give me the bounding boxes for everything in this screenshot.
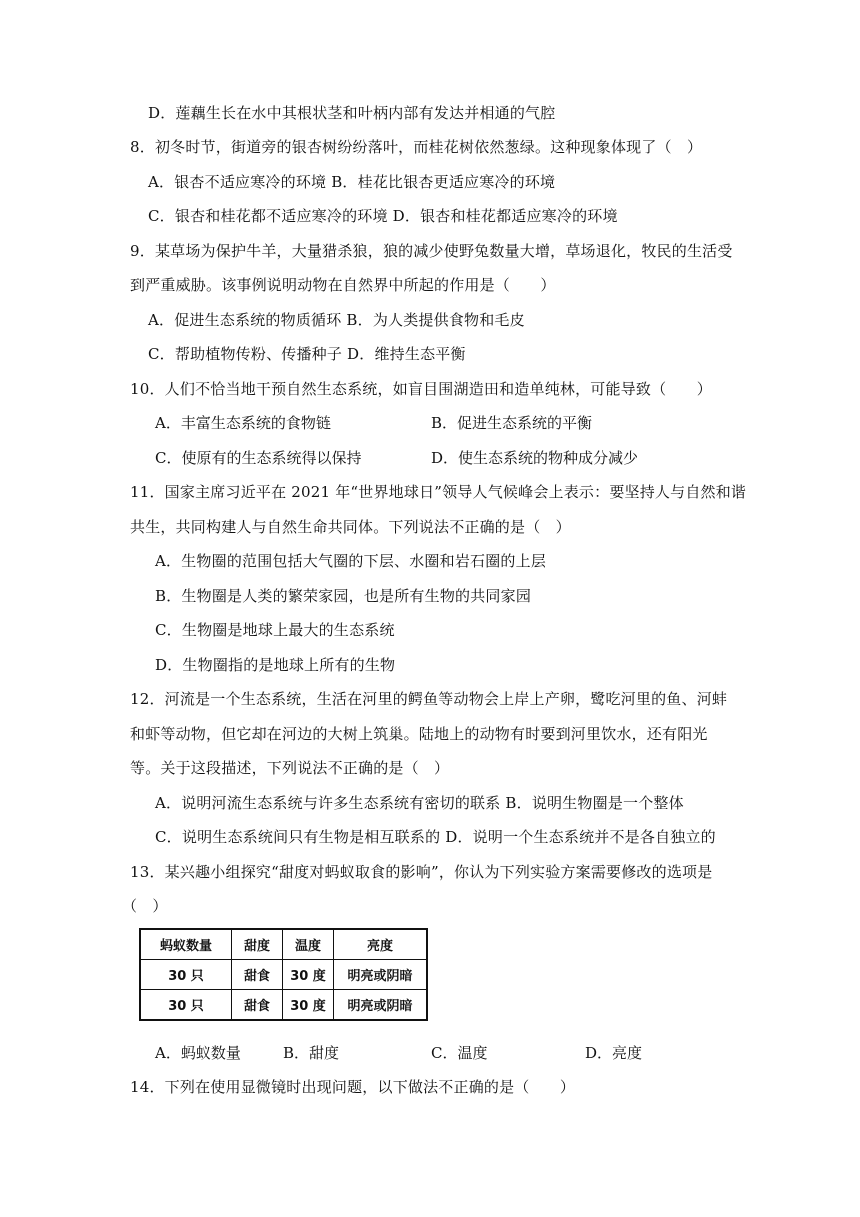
q12-options-cd: C．说明生态系统间只有生物是相互联系的 D．说明一个生态系统并不是各自独立的 [155, 828, 716, 846]
table-cell: 明亮或阴暗 [334, 990, 428, 1021]
q13-option-a: A．蚂蚁数量 [155, 1044, 241, 1062]
q9-stem-line2: 到严重威胁。该事例说明动物在自然界中所起的作用是（ ） [130, 276, 556, 294]
q10-option-b: B．促进生态系统的平衡 [431, 414, 593, 432]
table-cell: 30 只 [140, 990, 232, 1021]
q13-experiment-table [139, 928, 428, 1021]
q13-option-c: C．温度 [431, 1044, 488, 1062]
table-header-cell: 亮度 [334, 929, 428, 960]
table-header-cell: 蚂蚁数量 [140, 929, 232, 960]
table-cell: 明亮或阴暗 [334, 960, 428, 990]
q11-option-d: D．生物圈指的是地球上所有的生物 [155, 656, 396, 674]
q12-stem-line3: 等。关于这段描述，下列说法不正确的是（ ） [130, 759, 450, 777]
q11-stem-line2: 共生，共同构建人与自然生命共同体。下列说法不正确的是（ ） [130, 518, 571, 536]
q13-answer-bracket: （ ） [122, 897, 168, 915]
q14-stem: 14．下列在使用显微镜时出现问题，以下做法不正确的是（ ） [130, 1078, 576, 1096]
q12-stem-line1: 12．河流是一个生态系统，生活在河里的鳄鱼等动物会上岸上产卵，鹭吃河里的鱼、河蚌 [130, 690, 728, 708]
q9-options-ab: A．促进生态系统的物质循环 B．为人类提供食物和毛皮 [148, 311, 525, 329]
q10-option-c: C．使原有的生态系统得以保持 [155, 449, 362, 467]
q11-option-a: A．生物圈的范围包括大气圈的下层、水圈和岩石圈的上层 [155, 552, 547, 570]
q8-stem: 8．初冬时节，街道旁的银杏树纷纷落叶，而桂花树依然葱绿。这种现象体现了（ ） [130, 138, 703, 156]
table-header-cell: 温度 [283, 929, 334, 960]
table-cell: 30 度 [283, 990, 334, 1021]
q8-options-ab: A．银杏不适应寒冷的环境 B．桂花比银杏更适应寒冷的环境 [148, 173, 556, 191]
table-cell: 30 只 [140, 960, 232, 990]
table-cell: 甜食 [232, 990, 283, 1021]
q13-option-d: D．亮度 [585, 1044, 643, 1062]
q9-options-cd: C．帮助植物传粉、传播种子 D．维持生态平衡 [148, 345, 466, 363]
table-header-cell: 甜度 [232, 929, 283, 960]
q11-option-b: B．生物圈是人类的繁荣家园，也是所有生物的共同家园 [155, 587, 532, 605]
q10-option-a: A．丰富生态系统的食物链 [155, 414, 331, 432]
table-row [140, 960, 427, 990]
q11-option-c: C．生物圈是地球上最大的生态系统 [155, 621, 395, 639]
q13-option-b: B．甜度 [283, 1044, 340, 1062]
table-header-row [140, 929, 427, 960]
q9-stem-line1: 9．某草场为保护牛羊，大量猎杀狼，狼的减少使野兔数量大增，草场退化，牧民的生活受 [130, 242, 733, 260]
q11-stem-line1: 11．国家主席习近平在 2021 年“世界地球日”领导人气候峰会上表示：要坚持人与自然和谐 [130, 483, 747, 501]
q10-option-d: D．使生态系统的物种成分减少 [431, 449, 639, 467]
table-cell: 30 度 [283, 960, 334, 990]
q8-options-cd: C．银杏和桂花都不适应寒冷的环境 D．银杏和桂花都适应寒冷的环境 [148, 207, 618, 225]
q10-stem: 10．人们不恰当地干预自然生态系统，如盲目围湖造田和造单纯林，可能导致（ ） [130, 380, 712, 398]
q12-stem-line2: 和虾等动物，但它却在河边的大树上筑巢。陆地上的动物有时要到河里饮水，还有阳光 [130, 725, 708, 743]
q12-options-ab: A．说明河流生态系统与许多生态系统有密切的联系 B．说明生物圈是一个整体 [155, 794, 684, 812]
table-cell: 甜食 [232, 960, 283, 990]
q7-option-d: D．莲藕生长在水中其根状茎和叶柄内部有发达并相通的气腔 [148, 104, 556, 122]
table-row [140, 990, 427, 1021]
q13-stem: 13．某兴趣小组探究“甜度对蚂蚁取食的影响”，你认为下列实验方案需要修改的选项是 [130, 863, 713, 881]
